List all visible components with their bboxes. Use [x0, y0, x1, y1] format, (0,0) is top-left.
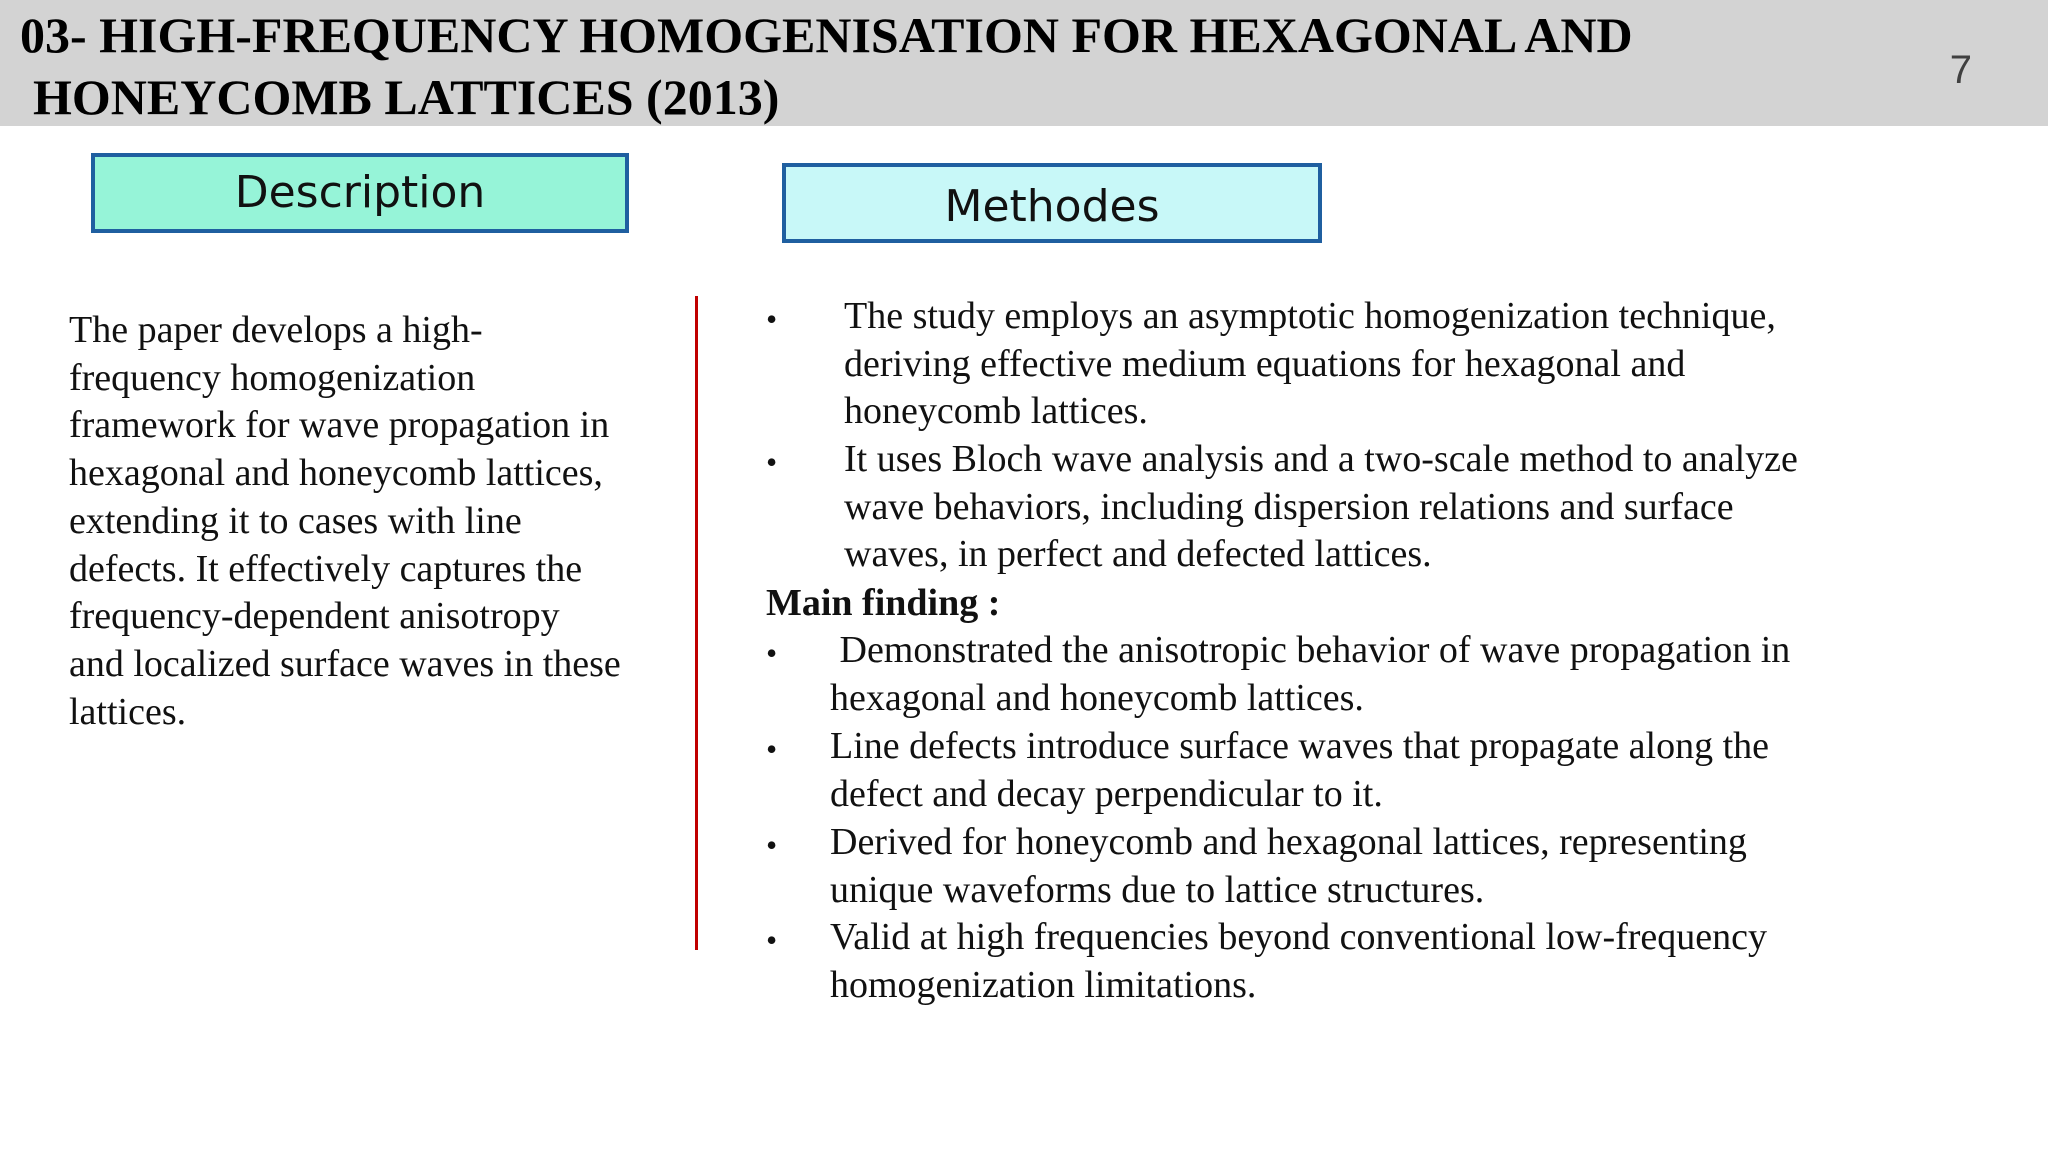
- finding-line: Valid at high frequencies beyond conventional low-frequency: [830, 916, 1768, 958]
- method-line: waves, in perfect and defected lattices.: [844, 533, 1432, 576]
- method-line: The study employs an asymptotic homogenization technique,: [844, 295, 1776, 337]
- finding-line: Demonstrated the anisotropic behavior of wave propagation in: [830, 629, 1791, 671]
- bullet-icon: •: [766, 301, 778, 337]
- method-line: It uses Bloch wave analysis and a two-scale method to analyze: [844, 438, 1798, 480]
- method-line: wave behaviors, including dispersion relations and surface: [844, 485, 1734, 528]
- bullet-icon: •: [766, 922, 778, 958]
- title-bar: [0, 0, 2048, 126]
- finding-line: homogenization limitations.: [830, 963, 1257, 1006]
- slide-number: 7: [1949, 48, 1972, 92]
- finding-line: Derived for honeycomb and hexagonal lattices, representing: [830, 821, 1747, 863]
- methodes-heading: Methodes: [782, 163, 1322, 243]
- description-line: lattices.: [69, 690, 187, 733]
- vertical-divider: [695, 296, 698, 950]
- description-line: The paper develops a high-: [69, 309, 483, 351]
- finding-line: defect and decay perpendicular to it.: [830, 772, 1383, 815]
- description-heading: Description: [91, 153, 629, 233]
- finding-bullet-text: [830, 723, 1769, 818]
- bullet-icon: •: [766, 827, 778, 863]
- slide-title-line-2: HONEYCOMB LATTICES (2013): [33, 69, 780, 125]
- bullet-icon: •: [766, 635, 778, 671]
- method-line: deriving effective medium equations for hexagonal and: [844, 342, 1686, 385]
- finding-line: hexagonal and honeycomb lattices.: [830, 676, 1364, 719]
- description-line: frequency homogenization: [69, 356, 476, 399]
- finding-line: unique waveforms due to lattice structures.: [830, 868, 1485, 911]
- finding-bullet-text: [830, 914, 1767, 1009]
- description-line: hexagonal and honeycomb lattices,: [69, 452, 603, 495]
- slide-title-line-1: 03- HIGH-FREQUENCY HOMOGENISATION FOR HEXAGONAL AND: [20, 7, 1633, 63]
- main-finding-label: Main finding :: [766, 582, 1001, 624]
- description-line: extending it to cases with line: [69, 499, 522, 542]
- description-line: and localized surface waves in these: [69, 642, 621, 685]
- description-line: framework for wave propagation in: [69, 404, 610, 447]
- description-text: [69, 307, 669, 736]
- description-line: frequency-dependent anisotropy: [69, 595, 560, 638]
- finding-bullet-text: [830, 819, 1747, 914]
- method-line: honeycomb lattices.: [844, 390, 1148, 433]
- method-bullet-text: [844, 293, 1776, 436]
- bullet-icon: •: [766, 444, 778, 480]
- finding-bullet-text: [830, 627, 1790, 722]
- description-line: defects. It effectively captures the: [69, 547, 583, 590]
- method-bullet-text: [844, 436, 1798, 579]
- bullet-icon: •: [766, 731, 778, 767]
- finding-line: Line defects introduce surface waves that propagate along the: [830, 725, 1770, 767]
